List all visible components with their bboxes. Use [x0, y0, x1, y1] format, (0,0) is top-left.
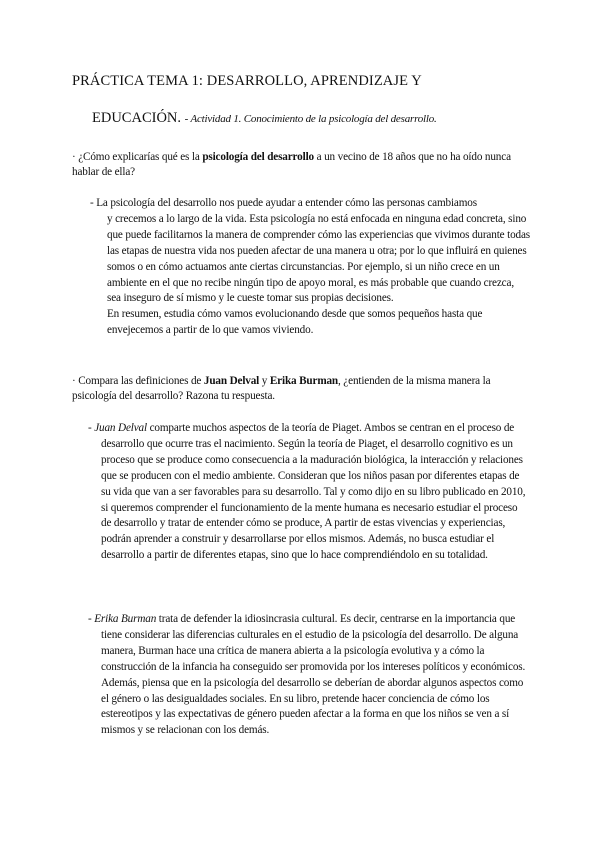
- activity-subtitle: - Actividad 1. Conocimiento de la psicología del desarrollo.: [184, 113, 437, 125]
- answer-burman-dash: -: [88, 613, 95, 625]
- question-2-suffix: , ¿entienden de la misma manera la psicología del desarrollo? Razona tu respuesta.: [72, 375, 491, 402]
- answer-delval-dash: -: [88, 422, 95, 434]
- question-2: [72, 374, 492, 404]
- question-1-prefix: · ¿Cómo explicarías qué es la: [72, 151, 203, 163]
- question-2-connector: y: [259, 375, 270, 387]
- answer-burman-name: Erika Burman: [94, 613, 157, 625]
- question-2-prefix: · Compara las definiciones de: [72, 375, 204, 387]
- title-word: EDUCACIÓN.: [92, 110, 182, 126]
- question-1: [72, 150, 512, 180]
- document-title: PRÁCTICA TEMA 1: DESARROLLO, APRENDIZAJE Y: [72, 73, 422, 89]
- answer-1: [90, 196, 530, 339]
- answer-delval-paragraph: [88, 421, 528, 564]
- answer-burman-paragraph: [88, 612, 528, 739]
- answer-1-first-line: [90, 196, 530, 212]
- answer-delval-name: Juan Delval: [94, 422, 147, 434]
- answer-delval-text: comparte muchos aspectos de la teoría de Piaget. Ambos se centran en el proceso de desarrollo que ocurre tras el nacimiento. Según la teoría de Piaget, el desarrollo cognitivo es un proceso que se produce como consecuencia a la maduración biológica, la interacción y relaciones que se producen con el medio ambiente. Consideran que los niños pasan por diferentes etapas de su vida que van a ser favorables para su desarrollo. Tal y como dijo en su libro publicado en 2010, si queremos comprender el funcionamiento de la mente humana es necesario estudiar el proceso de desarrollo y tratar de entender cómo se produce, A partir de estas vivencias y experiencias, podrán aprender a construir y desarrollarse por ellos mismos. Además, no busca estudiar el desarrollo a partir de diferentes etapas, sino que lo hace comprendiéndolo en su totalidad.: [101, 422, 526, 562]
- question-2-name-burman: Erika Burman: [269, 375, 339, 387]
- answer-1-first-line-text: La psicología del desarrollo nos puede ayudar a entender cómo las personas cambiamos: [96, 197, 477, 209]
- answer-1-dash: -: [90, 197, 97, 209]
- answer-burman: [88, 612, 528, 739]
- answer-1-summary: En resumen, estudia cómo vamos evolucionando desde que somos pequeños hasta que envejecemos a partir de lo que vamos viviendo.: [107, 308, 483, 337]
- question-2-name-delval: Juan Delval: [203, 375, 260, 387]
- question-1-suffix: a un vecino de 18 años que no ha oído nunca hablar de ella?: [72, 151, 511, 178]
- answer-burman-text: trata de defender la idiosincrasia cultural. Es decir, centrarse en la importancia que tiene considerar las diferencias culturales en el estudio de la psicología del desarrollo. De alguna manera, Burman hace una crítica de manera abierta a la psicología evolutiva y a cómo la construcción de la infancia ha conseguido ser promovida por los intereses políticos y económicos. Además, piensa que en la psicología del desarrollo se deberían de abordar algunos aspectos como el género o las desigualdades sociales. En su libro, pretende hacer conciencia de cómo los estereotipos y las expectativas de género pueden afectar a la forma en que los niños se ven a sí mismos y se relacionan con los demás.: [101, 613, 526, 737]
- answer-delval: [88, 421, 528, 564]
- answer-1-paragraph: y crecemos a lo largo de la vida. Esta psicología no está enfocada en ninguna edad concreta, sino que puede facilitarnos la manera de comprender cómo las experiencias que vivimos durante todas las etapas de nuestra vida nos pueden afectar de una manera u otra; por lo que influirá en quienes somos o en cómo actuamos ante ciertas circunstancias. Por ejemplo, si un niño crece en un ambiente en el que no recibe ningún tipo de apoyo moral, es más probable que cuando crezca, sea inseguro de sí mismo y le cueste tomar sus propias decisiones.: [107, 212, 530, 305]
- question-1-term: psicología del desarrollo: [202, 151, 314, 163]
- document-title-continued: [92, 110, 437, 127]
